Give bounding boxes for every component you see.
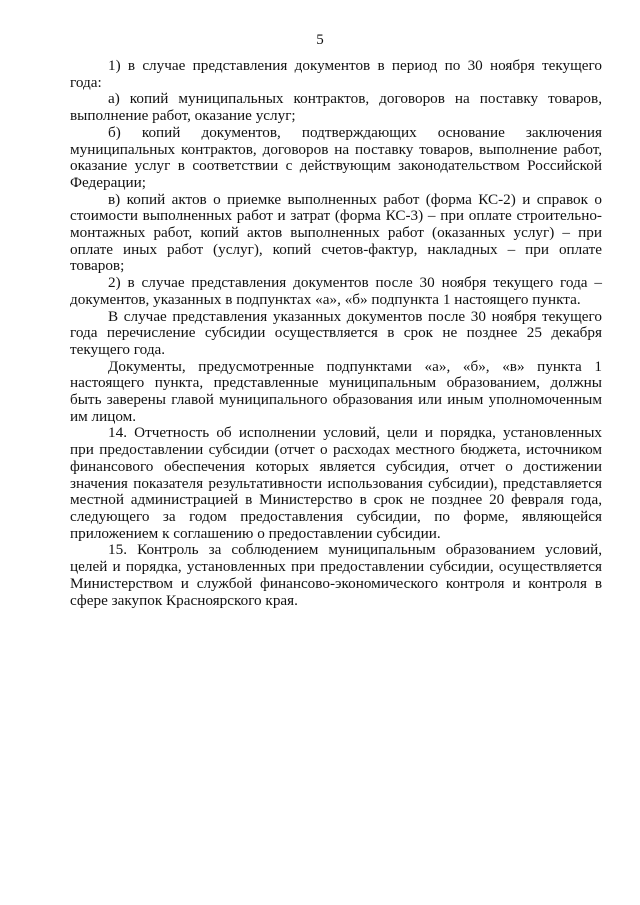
document-body: [70, 58, 602, 609]
paragraph-clause-14: 14. Отчетность об исполнении условий, цели и порядка, установленных при предоставлении субсидии (отчет о расходах местного бюджета, источником финансового обеспечения которых является субсидия, отчет о достижении значения показателя результативности использования субсидии), представляется местной администрацией в Министерство в срок не позднее 20 февраля года, следующего за годом предоставления субсидии, по форме, являющейся приложением к соглашению о предоставлении субсидии.: [70, 424, 602, 542]
page-number: 5: [316, 32, 324, 48]
paragraph-item-1v: в) копий актов о приемке выполненных работ (форма КС-2) и справок о стоимости выполненных работ и затрат (форма КС-3) – при оплате строительно-монтажных работ, копий актов выполненных работ (оказанных услуг) – при оплате иных работ (услуг), копий счетов-фактур, накладных – при оплате товаров;: [70, 190, 602, 275]
paragraph-deadline: В случае представления указанных документов после 30 ноября текущего года перечисление субсидии осуществляется в срок не позднее 25 декабря текущего года.: [70, 307, 602, 358]
paragraph-item-1: 1) в случае представления документов в период по 30 ноября текущего года:: [70, 57, 602, 91]
paragraph-item-1b: б) копий документов, подтверждающих основание заключения муниципальных контрактов, договоров на поставку товаров, выполнение работ, оказание услуг в соответствии с действующим законодательством Российской Федерации;: [70, 123, 602, 191]
paragraph-item-2: 2) в случае представления документов после 30 ноября текущего года – документов, указанных в подпунктах «а», «б» подпункта 1 настоящего пункта.: [70, 274, 602, 308]
paragraph-certification: Документы, предусмотренные подпунктами «а», «б», «в» пункта 1 настоящего пункта, представленные муниципальным образованием, должны быть заверены главой муниципального образования или иным уполномоченным им лицом.: [70, 357, 602, 425]
paragraph-clause-15: 15. Контроль за соблюдением муниципальным образованием условий, целей и порядка, установленных при предоставлении субсидии, осуществляется Министерством и службой финансово-экономического контроля и контроля в сфере закупок Красноярского края.: [70, 541, 602, 609]
paragraph-item-1a: а) копий муниципальных контрактов, договоров на поставку товаров, выполнение работ, оказание услуг;: [70, 90, 602, 125]
